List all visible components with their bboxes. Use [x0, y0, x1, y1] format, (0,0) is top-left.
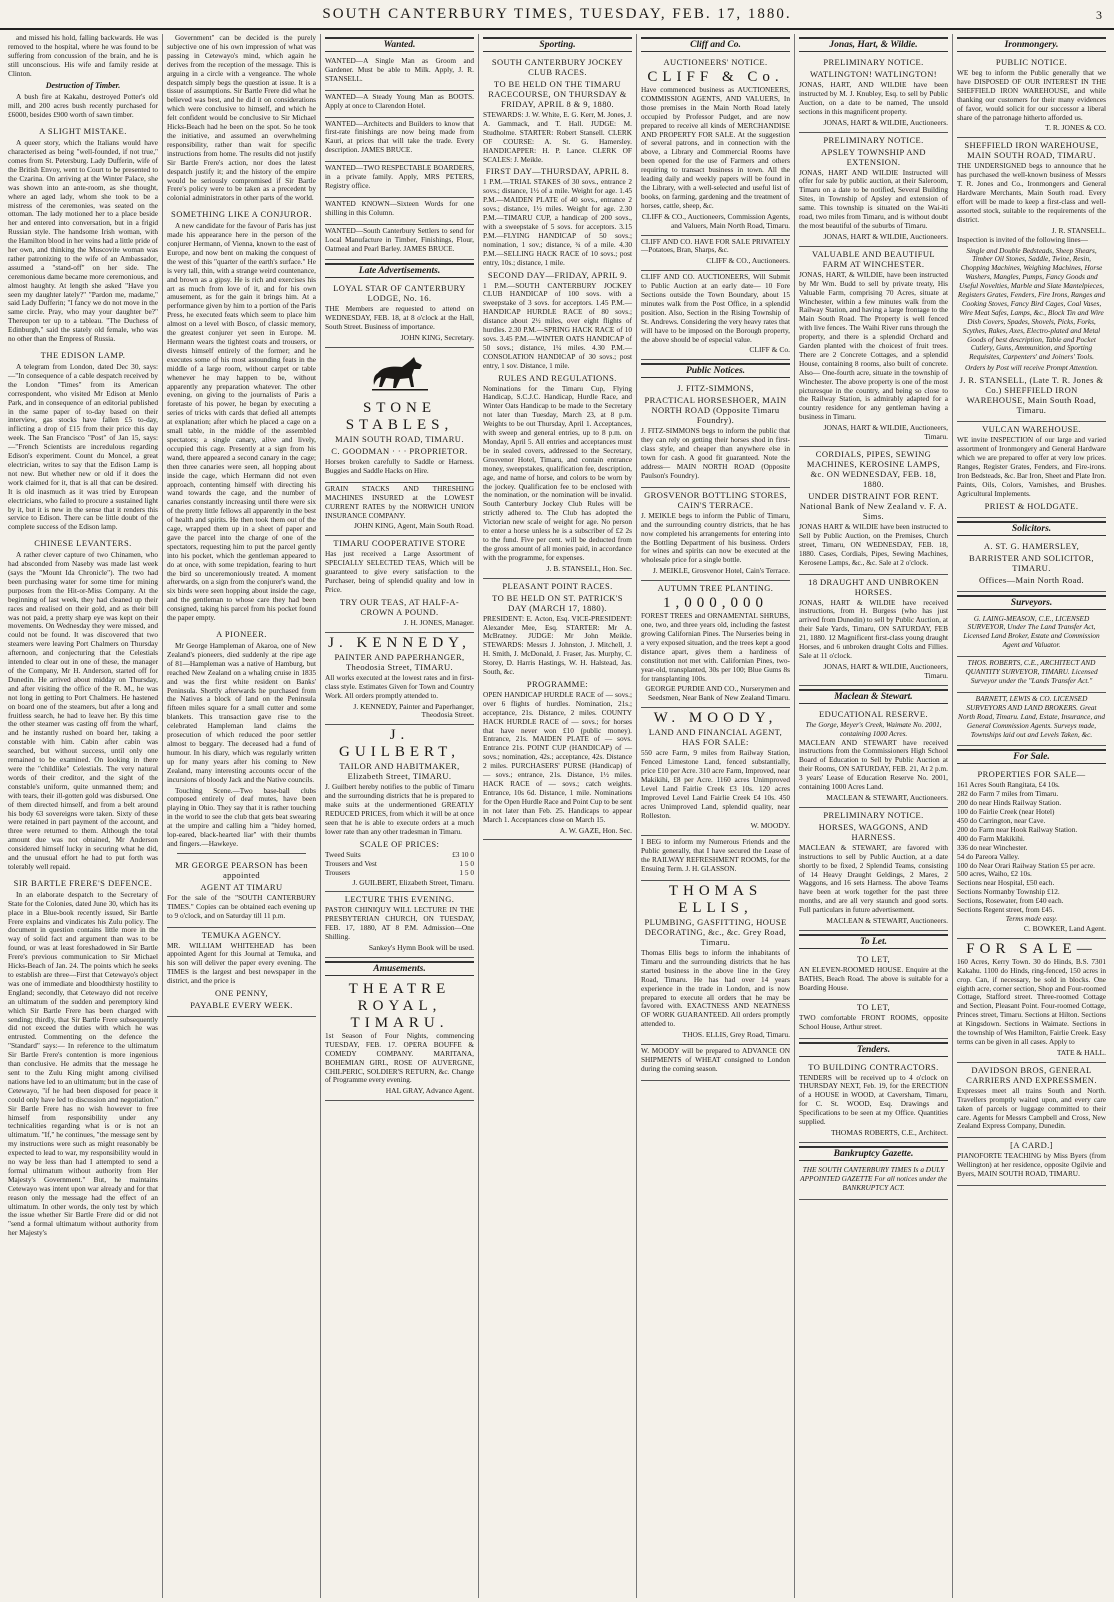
surveyor-ad: [957, 657, 1106, 693]
price-value: 1 5 0: [459, 867, 474, 877]
sporting-heading: Sporting.: [483, 37, 632, 52]
for-sale-ad: [957, 939, 1106, 1063]
club-officials: STEWARDS: J. W. White, E. G. Kerr, M. Jones, J. A. Gammack, and T. Hall. JUDGE: M. Studholme. STARTER: Robert Stansell. CLERK OF COURSE: A. St. G. Hamersley. HANDICAPPER: H. P. Lance. CLERK OF SCALES: J. Meikle.: [483, 110, 632, 164]
rules-body: Nominations for the Timaru Cup, Flying Handicap, S.C.J.C. Handicap, Hurdle Race, and Winter Oats Handicap to be made to the Secretary not later than Tuesday, March 23, at 8 p.m. Weights to be out Thursday, April 1. Acceptances, with sweep and general entries, up to 8 p.m. on Monday, April 5. All entries and acceptances must be in sealed covers, addressed to the Secretary, Grosvenor Hotel, Timaru, and contain entrance money, sweepstakes, qualification fee, description, age, and name of horse, and colors to be worn by the jockey. Qualification fee to be enclosed with the nomination, or the nomination will be invalid. South Canterbury Jockey Club Rules will be strictly adhered to. The Club has adopted the Victorian new scale of weight for age. No person to enter a horse unless he is a subscriber of £2 2s to the fund. Five per cent. will be deducted from the gross amount of all monies paid, in accordance with the programme, for expenses.: [483, 383, 632, 562]
coop-tagline: TRY OUR TEAS, AT HALF-A-CROWN A POUND.: [339, 596, 460, 617]
guilbert-signature: J. GUILBERT, Elizabeth Street, Timaru.: [352, 877, 474, 887]
cordials-body: JONAS HART & WILDIE have been instructed to Sell by Public Auction, on the Premises, Church street, Timaru, ON WEDNESDAY, FEB. 18, 1880. Cases, Cordials, Pipes, Sewing Machines, Kerosene Lamps, &c., &c. Sale at 2 o'clock.: [799, 522, 948, 567]
carriers-ad: [957, 1063, 1106, 1139]
price-value: 1 5 0: [459, 858, 474, 868]
masthead: [0, 0, 1114, 30]
maclean-section-heading: Maclean & Stewart.: [799, 689, 948, 704]
mistake-heading: A SLIGHT MISTAKE.: [39, 126, 127, 137]
rules-heading: RULES AND REGULATIONS.: [498, 372, 617, 383]
distraint-title: UNDER DISTRAINT FOR RENT. National Bank of New Zealand v. F. A. Sims.: [799, 491, 948, 521]
price-value: £3 10 0: [452, 849, 474, 859]
horses-title: HORSES, WAGGONS, AND HARNESS.: [818, 821, 929, 842]
club-sub: TO BE HELD ON THE TIMARU RACECOURSE, ON THURSDAY & FRIDAY, APRIL 8 & 9, 1880.: [488, 79, 627, 109]
farm-title: VALUABLE AND BEAUTIFUL FARM AT WINCHESTER.: [812, 248, 935, 269]
kennedy-ad: [325, 633, 474, 726]
property-item: 100 do Fairlie Creek (near Hotel): [957, 807, 1055, 817]
wheat-body: W. MOODY will be prepared to ADVANCE ON SHIPMENTS of WHEAT consigned to London during the coming season.: [641, 1046, 790, 1073]
prelim-notice: PRELIMINARY NOTICE.: [823, 134, 924, 145]
moody-ad: [641, 708, 790, 836]
club-title: SOUTH CANTERBURY JOCKEY CLUB RACES.: [491, 57, 624, 77]
cliff-sale-signature: CLIFF & CO., Auctioneers.: [706, 256, 790, 266]
ellis-ad: [641, 881, 790, 1045]
education-reserve-ad: [799, 707, 948, 808]
for-sale-signature: TATE & HALL.: [1056, 1047, 1106, 1057]
wanted-ad: [325, 162, 474, 198]
lecture-body: PASTOR CHINIQUY WILL LECTURE IN THE PRESBYTERIAN CHURCH, ON TUESDAY, FEB. 17, 1880, AT 8 P.M. Admission—One Shilling.: [325, 905, 474, 942]
property-item: 500 acres, Waiho, £2 10s.: [957, 869, 1032, 879]
fitz-body: J. FITZ-SIMMONS begs to inform the public that they can rely on getting their horses shod in first-class style, and cheaper than anywhere else in town for cash. A good fit guaranteed. Note the address— MAIN NORTH ROAD (Opposite Paulson's Foundry).: [641, 426, 790, 480]
wanted-ad: [325, 198, 474, 225]
frere-heading: SIR BARTLE FRERE'S DEFENCE.: [13, 877, 153, 888]
cliff-title: AUCTIONEERS' NOTICE.: [663, 57, 768, 67]
inspection-note: Inspection is invited of the following lines—: [957, 234, 1088, 244]
timber-article: A bush fire at Kakahu, destroyed Potter's old mill, and 200 acres bush recently purchased for £6000, besides £900 worth of sawn timber.: [8, 92, 158, 120]
horses-sale-ad: [799, 575, 948, 686]
cliff-auctioneers-ad: [641, 55, 790, 236]
lecture-ad: [325, 892, 474, 958]
public-notice-ad: [957, 55, 1106, 138]
first-day-races: 1 P.M.—TRIAL STAKES of 30 sovs., entrance 2 sovs.; distance, 1½ of a mile. Weight for age. 1.45 P.M.—MAIDEN PLATE of 40 sovs., entrance 2 sovs.; distance, 1½ miles. Weight for age. 2.30 P.M.—TIMARU CUP, a handicap of 200 sovs., with a sweepstake of 5 sovs. for acceptors. 3.15 P.M.—FLYING HANDICAP of 50 sovs.; nomination, 1 sov.; distance, ¾ of a mile. 4.30 P.M.—SELLING HACK RACE of 10 sovs.; post entry, 10s.; distance, 1 mile.: [483, 177, 632, 267]
wanted-text: WANTED—TWO RESPECTABLE BOARDERS, in a private family. Apply, MRS PETERS, Registry office.: [325, 163, 474, 190]
prelim-notice: PRELIMINARY NOTICE.: [823, 57, 924, 67]
point-signature: A. W. GAZE, Hon. Sec.: [559, 825, 632, 835]
property-item: Sections Regent street, from £45.: [957, 905, 1055, 915]
sheffield-body: THE UNDERSIGNED begs to announce that he has purchased the well-known business of Messrs T. R. Jones and Co., Ironmongers and General Hardware Merchants, Main South road. Every effort will be made to keep a first-class and well-assorted stock, suitable to the requirements of the district.: [957, 161, 1106, 224]
stansell-signature: J. R. STANSELL, (Late T. R. Jones & Co.) SHEFFIELD IRON WAREHOUSE, Main South Road, Timaru.: [959, 375, 1104, 416]
apsley-body: JONAS, HART AND WILDIE Instructed will offer for sale by public auction, at their Saleroom, Timaru on a date to be notified, Several Building Sites, in Township of Apsley and extension of same. This township is situated on the Wai-iti road, two miles from Timaru, and is without doubt the most beautiful of the suburbs of Timaru.: [799, 167, 948, 230]
theatre-signature: HAL GRAY, Advance Agent.: [385, 1086, 474, 1096]
column-7: [952, 34, 1110, 1598]
edison-heading: THE EDISON LAMP.: [40, 350, 126, 360]
wanted-section-heading: Wanted.: [325, 37, 474, 52]
surveyor-ad: [957, 613, 1106, 658]
insurance-signature: JOHN KING, Agent, Main South Road.: [354, 521, 474, 531]
tender-signature: THOMAS ROBERTS, C.E., Architect.: [830, 1127, 948, 1137]
gazette-body: THE SOUTH CANTERBURY TIMES Is a DULY APPOINTED GAZETTE For all notices under the BANKRUPTCY ACT.: [800, 1164, 947, 1192]
guilbert-scale: SCALE OF PRICES:: [359, 838, 440, 849]
piano-ad: [957, 1138, 1106, 1186]
lodge-signature: JOHN KING, Secretary.: [400, 333, 474, 343]
davidson-body: Expresses meet all trains South and North. Travellers promptly waited upon, and every care taken of parcels or luggage committed to their care. Agents for Messrs Campbell and Cross, New Zealand Express Company, Dunedin.: [957, 1085, 1106, 1131]
gazette-ad: [799, 1164, 948, 1200]
sol-title: A. ST. G. HAMERSLEY,: [983, 540, 1080, 551]
vulcan-ad: [957, 422, 1106, 517]
cliff-auction-body: CLIFF AND CO. AUCTIONEERS, Will Submit to Public Auction at an early date— 10 Fore Sections outside the Town Boundary, about 15 minutes walk from the Post Office, in a splendid position. Also, Section in the Rising Township of St. Andrews. Considering the very heavy rates that will have to be imposed on the Borough property, the above should be of especial value.: [641, 272, 790, 344]
pioneer-heading: A PIONEER.: [216, 629, 267, 639]
pleasant-point-ad: [483, 579, 632, 841]
late-ads-heading: Late Advertisements.: [325, 263, 474, 278]
solicitor-ad: [957, 539, 1106, 592]
edu-body: MACLEAN AND STEWART have received instructions from the Commissioners High School Board of Education to Sell by Public Auction at their Rooms, ON SATURDAY, FEB. 21, At 2 p.m. 3 years' Lease of Education Reserve No. 2001, containing 1000 Acres Land.: [799, 737, 948, 792]
apsley-ad: [799, 133, 948, 247]
surveyors-heading: Surveyors.: [957, 595, 1106, 610]
grosvenor-signature: J. MEIKLE, Grosvenor Hotel, Cain's Terrace.: [652, 566, 790, 576]
card-label: [A CARD.]: [1010, 1140, 1053, 1151]
lecture-title: LECTURE THIS EVENING.: [344, 894, 455, 905]
moody-signature: W. MOODY.: [750, 821, 790, 831]
cliff-name: CLIFF & Co.: [647, 69, 784, 85]
horses-body: MACLEAN & STEWART, are favored with instructions to sell by Public Auction, at a date shortly to be fixed, 2 Splendid Teams, consisting of 14 Heavy Draught Geldings, 2 Mares, 2 Waggons, and 16 sets Harness. The above Teams have been at work together for the past three months, and are all very staunch and good sorts. Full particulars in future advertisement.: [799, 842, 948, 915]
frere-continued: Government" can be decided is the purely subjective one of his own impression of what was passing in Cetewayo's mind, which again he derives from the reception of the message. This is arguing in a circle with a vengeance. The whole despatch simply begs the question at issue. It is a tissue of assumptions. Sir Bartle Frere did what he believed was best, and he did it on considerations which were conclusive to himself, and which he felt confident would be conclusive to Sir Michael Hicks-Beach had he been on the spot. So he took the initiative, and assumed an overwhelming responsibility, rather than wait for specific instructions from home. The results did not justify Sir Bartle Frere's action, nor does the latest despatch justify it; and the history of the empire would be seriously compromised if Sir Bartle Frere's policy were to be taken as a precedent by colonial administrators in other parts of the world.: [167, 34, 316, 203]
for-sale-heading: For Sale.: [957, 749, 1106, 764]
conjuror-heading: SOMETHING LIKE A CONJUROR.: [171, 209, 312, 220]
bankruptcy-heading: Bankruptcy Gazette.: [799, 1146, 948, 1161]
stables-address: MAIN SOUTH ROAD, TIMARU.: [335, 434, 464, 445]
stables-title: STONE STABLES,: [345, 400, 454, 434]
horse-icon: [370, 353, 430, 397]
apsley-signature: JONAS, HART & WILDIE, Auctioneers.: [823, 231, 948, 241]
trees-signature: GEORGE PURDIE AND CO., Nurserymen and Seedsmen, Near Bank of New Zealand Timaru.: [645, 684, 790, 703]
edu-sub: The Gorge, Meyer's Creek, Waimate No. 2001, containing 1000 Acres.: [805, 719, 942, 738]
barnett-text: BARNETT, LEWIS & CO. LICENSED SURVEYORS AND LAND BROKERS. Great North Road, Timaru. Land, Estate, Insurance, and General Commission Agents. Surveys made, Townships laid out and Levels Taken, &c.: [958, 693, 1105, 739]
ellis-body: Thomas Ellis begs to inform the inhabitants of Timaru and the surrounding districts that he has started business in the above line in the Grey Road, Timaru. He has had over 14 years experience in the trade in London, and is now prepared to execute all orders that he may be favored with. EXACTNESS AND NEATNESS OF WORK GUARANTEED. All orders promptly attended to.: [641, 948, 790, 1029]
wanted-text: WANTED—Architects and Builders to know that first-rate finishings are now being made from Kauri, at prices that will take the trade. Every description. JAMES BRUCE.: [325, 118, 474, 155]
cliff-section-heading: Cliff and Co.: [641, 37, 790, 52]
temuka-body: MR. WILLIAM WHITEHEAD has been appointed Agent for this Journal at Temuka, and his son will deliver the paper every evening. The TIMES is the largest and best newspaper in the district, and the price is: [167, 940, 316, 986]
sol-sub: BARRISTER AND SOLICITOR, TIMARU.: [969, 552, 1094, 573]
draught-signature: JONAS, HART & WILDIE, Auctioneers, Timaru.: [823, 661, 948, 680]
jockey-club-ad: [483, 55, 632, 579]
kennedy-title: J. KENNEDY,: [328, 634, 471, 651]
point-title: PLEASANT POINT RACES.: [502, 580, 613, 591]
conjuror-article: A new candidate for the favour of Paris has just made his appearance here in the person of the conjurer Hermann, of Vienna, known to the east of Europe, and now bent on making the conquest of the west of this "quarter of the earth's surface." He is very tall, thin, with a strange weird countenance, and brown as a gipsy. He is rich and exercises his art as much from love of it, and for his own amusement, as for the gain it brings him. At a performance given by him to a portion of the Paris Press, he executed feats which seem to place him almost on a level with Bosco, of classic memory, the greatest conjurer yet seen in Europe. M. Hermann wears the tightest coats and trousers, or divests himself entirely of the former; and he executes some of his most astounding feats in the middle of a large room, without carpet or table whenever he may happen to be, without apparently any preparation whatever. The other evening, on giving to the journalists of Paris a foretaste of his power, he began by executing a series of tricks with cards that defied all attempts at explanation; after which he placed a cage on a small table, in the middle of the assembled spectators; a single canary, alive and lively, occupied this cage. Presently at a sign from his wand, there appeared a second canary in the cage; then three canaries were seen, all hopping about inside the cage, which Hermann did not even approach, contenting himself with directing his wand towards the cage, and the number of canaries constantly increasing until there were six of the pretty little fellows all apparently in the best of health and spirits. He then took them out of the cage, wrapped them up in a sheet of paper and gave the parcel into the charge of one of the spectators, requesting him to put the parcel gently into his pocket, which the gentleman appeared to do at once, with some trepidation, fearing to hurt the bird so unceremoniously treated. A moment afterwards, on a sign from the conjurer's wand, the six birds were seen hopping about inside the cage, and the gentleman to whose care they had been consigned, taking his parcel from his pocket found the paper empty.: [167, 221, 316, 623]
coop-title: TIMARU COOPERATIVE STORE: [333, 538, 466, 549]
jonas-section-heading: Jonas, Hart, & Wildie.: [799, 37, 948, 52]
let-body: AN ELEVEN-ROOMED HOUSE. Enquire at the BATHS, Beach Road. The above is suitable for a Boarding House.: [799, 965, 948, 992]
draught-body: JONAS, HART & WILDIE have received instructions, from H. Burgess (who has just arrived from Dunedin) to sell by Public Auction, at their Sale Yards, Timaru, ON SATURDAY, FEB 21, 1880. 12 Magnificent first-class young draught Horses, and 6 unbroken draught Colts and Fillies. Sale at 11 o'clock.: [799, 597, 948, 660]
prelim-notice: PRELIMINARY NOTICE.: [823, 809, 924, 820]
let-title: TO LET,: [856, 954, 891, 964]
cordials-ad: [799, 447, 948, 575]
guilbert-sub: TAILOR AND HABITMAKER, Elizabeth Street, TIMARU.: [339, 761, 460, 782]
column-3: [320, 34, 478, 1598]
wanted-ad: [325, 91, 474, 118]
watlington-title: WATLINGTON! WATLINGTON!: [809, 69, 937, 79]
surveyor-ad: [957, 693, 1106, 747]
piano-body: PIANOFORTE TEACHING by Miss Byers (from Wellington) at her residence, opposite Ogilvie and Byers, MAIN SOUTH ROAD, TIMARU.: [957, 1151, 1106, 1179]
stables-ad: [325, 348, 474, 483]
tree-planting-ad: [641, 581, 790, 708]
roberts-text: THOS. ROBERTS, C.E., ARCHITECT AND QUANTITY SURVEYOR, TIMARU. Licensed Surveyor under the "Lands Transfer Act.": [965, 658, 1098, 685]
watlington-body: JONAS, HART, AND WILDIE have been instructed by M. J. Knubley, Esq. to sell by Public Auction, on a date to be named, The unsold sections in this magnificent property.: [799, 80, 948, 116]
properties-list: [957, 781, 1106, 915]
properties-terms: Terms made easy.: [1005, 914, 1058, 923]
glasson-ad: [641, 836, 790, 881]
farm-body: JONAS, HART, & WILDIE, have been instructed by Mr Wm. Budd to sell by private treaty, His Valuable Farm, comprising 70 Acres, situate at Winchester, within a few minutes walk from the Railway Station, and having a large frontage to the Main South Road. The Property is well fenced with live fences. The Waihi River runs through the property, and there is a splendid Orchard and Garden planted with the choicest of fruit trees. There are 2 Concrete Cottages, and a splendid House, containing 8 rooms, also built of concrete. Also— One-fourth acre, situate in the township of Winchester. The above property is one of the most picturesque in the country, and being so close to the Railway Station, is admirably adapted for a country residence for any gentleman having a business in Timaru.: [799, 269, 948, 422]
page-number: 3: [1096, 8, 1102, 22]
kennedy-body: All works executed at the lowest rates and in first-class style. Estimates Given for Town and Country Work. All orders promptly attended to.: [325, 672, 474, 700]
newspaper-page: [4, 34, 1110, 1598]
iron-body: WE beg to inform the Public generally that we have DISPOSED OF OUR INTEREST IN THE SHEFFIELD IRON WAREHOUSE, and while thanking our customers for their many evidences of favor, would solicit for our successor a liberal share of the patronage hitherto afforded us.: [957, 68, 1106, 122]
moody-body: 550 acre Farm, 9 miles from Railway Station, Fenced Limestone Land, fenced substantially, price £10 per Acre. 310 acre Farm, Improved, near Makikihi, £8 per Acre. 1160 acres Unimproved Level Land Fairlie Creek £3 10s. 120 acres Improved Level Land Fairlie Creek £4 10s. 450 acres Unimproved Land, splendid quality, near Rolleston.: [641, 748, 790, 820]
autumn-heading: AUTUMN TREE PLANTING.: [657, 583, 774, 594]
properties-ad: [957, 767, 1106, 938]
property-item: 450 do Carrington, near Cave.: [957, 816, 1046, 826]
properties-title: PROPERTIES FOR SALE—: [977, 769, 1086, 780]
point-sub: TO BE HELD ON ST. PATRICK'S DAY (MARCH 17, 1880).: [492, 592, 623, 613]
programme-body: OPEN HANDICAP HURDLE RACE of — sovs.; over 6 flights of hurdles. Nomination, 21s.; acceptance, 21s. Distance, 2 miles. COUNTY HACK HURDLE RACE of — sovs.; for horses that have never won £10 (public money). Entrance, 21s. MAIDEN PLATE of — sovs. Entrance 21s. POINT CUP (HANDICAP) of — sovs.; nomination, 42s.; acceptance, 42s. Distance 2 miles. PURCHASERS' PURSE (Handicap) of — sovs.; entrance, 21s. Distance, 1½ miles. HACK RACE of — sovs.; catch weights. Entrance, 10s 6d. Distance, 1 mile. Nominations for the Open Hurdle Race and Point Cup to be sent in not later than Feb. 25. Handicaps to appear March 1. Acceptances close on March 15.: [483, 689, 632, 824]
ellis-sub: PLUMBING, GASFITTING, HOUSE DECORATING, &c., &c. Grey Road, Timaru.: [644, 917, 787, 947]
for-sale-body: 160 Acres, Kerry Town. 30 do Hinds, B.S. 7301 Kakahu. 1100 do Hinds, ring-fenced, 150 acres in crop. Can, if necessary, be sold in blocks. One eighth acre, corner section, Shop and Four-roomed Cottage, Stafford street. Three-roomed Cottage and Section, Pleasant Point. Four-roomed Cottage, Princes street, Timaru. Sections at Hilton. Sections at Kingsdown. Sections in Waimate. Sections in the township of Wes Hamilton, Fairlie Creek. Easy terms can be given in all cases. Apply to: [957, 956, 1106, 1046]
tenders-heading: Tenders.: [799, 1042, 948, 1057]
cliff-sale-ad: [641, 236, 790, 272]
divider: [177, 853, 306, 854]
properties-signature: C. BOWKER, Land Agent.: [1023, 923, 1106, 933]
club-signature: J. B. STANSELL, Hon. Sec.: [546, 563, 632, 573]
post-orders: Orders by Post will receive Prompt Attention.: [964, 363, 1098, 373]
column-4: [478, 34, 636, 1598]
property-item: 282 do Farm 7 miles from Timaru.: [957, 789, 1059, 799]
cliff-signature: CLIFF & CO., Auctioneers, Commission Agents, and Valuers, Main North Road, Timaru.: [641, 211, 790, 230]
to-let-ad: [799, 952, 948, 1000]
lodge-ad: [325, 281, 474, 348]
moody-sub: LAND AND FINANCIAL AGENT, HAS FOR SALE:: [648, 727, 783, 748]
sol-office: Offices—Main North Road.: [978, 574, 1085, 585]
sheffield-ad: [957, 138, 1106, 422]
fitz-title: J. FITZ-SIMMONS,: [677, 383, 754, 394]
price-table: [325, 851, 474, 878]
watlington-signature: JONAS, HART & WILDIE, Auctioneers.: [823, 117, 948, 127]
ellis-name: THOMAS ELLIS,: [668, 883, 763, 916]
newspaper-title: SOUTH CANTERBURY TIMES, TUESDAY, FEB. 17, 1880.: [322, 5, 792, 22]
cliff-body: Have commenced business as AUCTIONEERS, COMMISSION AGENTS, AND VALUERS, In those premises in the Main North Road lately occupied by Professor Pudget, and are now prepared to receive all kinds of MERCHANDISE AND PROPERTY FOR SALE. At the suggestion of several patrons, and in connection with the above, a Library and Commercial Rooms have been opened for the use of Farmers and others requiring to transact business in town. All the leading daily and weekly papers will be found in the Library, with a well-selected and useful list of books, on farming, gardening and the treatment of horses, cattle, sheep, &c.: [641, 85, 790, 210]
programme-heading: PROGRAMME:: [526, 678, 589, 689]
price-item: Tweed Suits: [325, 849, 361, 859]
wanted-ad: [325, 55, 474, 91]
fitz-sub: PRACTICAL HORSESHOER, MAIN NORTH ROAD (Opposite Timaru Foundry).: [644, 395, 787, 426]
wheat-ad: [641, 1045, 790, 1081]
pioneer-article: Mr George Hampleman of Akaroa, one of New Zealand's pioneers, died suddenly at the ripe age of 81—Hampleman was a native of Hamburg, but reached New Zealand on a whaling cruise in 1835 and was the first white resident on Banks' Peninsula. Shortly afterwards he purchased from the Natives a block of land on the Peninsula fifteen miles square for a small cutter and some blankets. This transaction gave rise to the celebrated Hampleman land claims the prosecution of which reduced the poor settler almost to beggary. The deceased had a fund of humour. In his diary, which was regularly written up for many years after his coming to New Zealand, many interesting accounts occur of the incursions of bloody Jack and the Native councils.: [167, 641, 316, 784]
insurance-ad: [325, 483, 474, 537]
kennedy-sub: PAINTER AND PAPERHANGER, Theodosia Street, TIMARU.: [334, 651, 465, 672]
price-row: [325, 869, 474, 878]
grosvenor-ad: [641, 488, 790, 581]
pearson-agency-ad: [167, 858, 316, 928]
iron-signature: T. R. JONES & CO.: [1045, 123, 1106, 133]
property-item: 336 do near Winchester.: [957, 842, 1028, 852]
waggons-ad: [799, 808, 948, 931]
mistake-article: A queer story, which the Italians would have characterised as being "well-founded, if not true," comes from St. Petersburg. Lady Dufferin, wife of the British Envoy, went to Court to be presented to the Czarina. On arriving at the Winter Palace, she was shown into an ante-room, as she thought, where an aged lady, whom she took to be a mistress of the ceremonies, was seated on the ottoman. The lady motioned her to a place beside her and entered into conversation, but in a frigid Russian style. The handsome Irish woman, with the Hamilton blood in her veins had a little pride of her own, and thinking the Muscovite woman was rather patronizing to the wife of an Ambassador, assumed a "stand-off" on her side. The ceremonious dame became more ceremonious, and almost haughty. At length she asked "Have you seen my daughter lately?" "Pardon me, madame," said Lady Dufferin; "I fancy we do not move in the same circle. Pray, who may your daughter be?" Thereupon ter up to a tableau. "The Duchess of Edinburgh," said the stately old female, who was no other than the Empress of Russia.: [8, 138, 158, 344]
theatre-ad: [325, 979, 474, 1101]
edison-article: A telegram from London, dated Dec 30, says:—"In consequence of a cable despatch received by the London "Times" from its American correspondent, who visited Mr Edison at Menlo Park, and in consequence of an editorial published in the same paper of to-day based on their interview, gas stocks have fallen £5 to-day, inflicting a drop of £15 from their price this day week. The San Francisco "Post" of Jan 15, says:—"French Scientists are incredulous regarding Edison's experiment. Count du Moncel, a great electrician, writes to say that the Edison Lamp is not new. But whether new or old if it does the work claimed for it, that is all that can be desired. It is old inasmuch as it was tried by European electricians, who failed to procure a sustained light by it, but it is new in the sense that it renders this service to Edison. There can be little doubt of the complete success of the Edison lamp.: [8, 362, 158, 532]
moody-name: W. MOODY,: [653, 710, 778, 727]
guilbert-body: J. Guilbert hereby notifies to the public of Timaru and the surrounding districts that he is prepared to make suits at the undermentioned GREATLY REDUCED PRICES, from which it will be at once seen that he is able to execute orders at a much lower rate than any other tradesman in Timaru.: [325, 782, 474, 836]
temuka-price: ONE PENNY,: [215, 988, 268, 999]
article-intro: and missed his hold, falling backwards. He was removed to the hospital, where he was found to be suffering from concussion of the brain, and he is still unconscious. His wife and family reside at Clinton.: [8, 34, 158, 78]
lodge-body: THE Members are requested to attend on WEDNESDAY, FEB. 18, at 8 o'clock at the Hall, South Street. Business of importance.: [325, 304, 474, 332]
horseshoer-ad: [641, 381, 790, 487]
solicitors-heading: Solicitors.: [957, 521, 1106, 536]
vulcan-title: VULCAN WAREHOUSE.: [982, 424, 1081, 435]
pearson-body: For the sale of the "SOUTH CANTERBURY TIMES." Copies can be obtained each evening up to 9 o'clock, and on Saturday till 11 p.m.: [167, 892, 316, 920]
wanted-ad: [325, 225, 474, 261]
winchester-farm-ad: [799, 247, 948, 447]
glasson-body: I BEG to inform my Numerous Friends and the Public generally, that I have secured the Lease of the RAILWAY REFRESHMENT ROOMS, for the Ensuing Term. J. H. GLASSON.: [641, 837, 790, 874]
guilbert-title: J. GUILBERT,: [339, 727, 460, 761]
to-let-heading: To Let.: [799, 934, 948, 949]
column-5: [636, 34, 794, 1598]
theatre-body: 1st Season of Four Nights, commencing TUESDAY, FEB. 17. OPERA BOUFFE & COMEDY COMPANY. MARITANA, BOHEMIAN GIRL, ROSE OF AUVERGNE, CHILPERIC, SOLDIER'S RETURN, &c. Change of Programme every evening.: [325, 1030, 474, 1085]
frere-article: In an elaborate despatch to the Secretary of State for the Colonies, dated June 30, which has its place in a Blue-book recently issued, Sir Bartle Frere explains and vindicates his Zulu policy. The document in question contains little more in the way of solid fact and argument than was to be found, or was at least foreshadowed in Sir Bartle Frere's previous communication to Sir Michael Hicks-Beach of Jan. 24. The points which he seeks to establish are three—First that Cetewayo's object was one of immediate and bloodthirsty hostility to England; secondly, that Cetewayo did not receive an ultimatum of the sudden and peremptory kind which Sir Bartle Frere has been charged with sending; thirdly, that Sir Bartle Frere subsequently did not exceed the duties with which he was entrusted. Commenting on the defence the "Standard" says:— In reference to the ultimatum Sir Bartle Frere's contention is more ingenious than conclusive. He admits that the message he sent to the Zulu King might among civilised nations have led to an ultimatum; but in the case of Cetewayo, "if he had been disposed for peace it could only have led to discussion and negotiation." Sir Bartle Frere has no wish however to free himself from responsibility under any technicalities regarding what is or is not an ultimatum. "If," he continues, "the message sent by my instructions were such as might reasonably be expected to lead to war, my responsibility would in no way be less than had I attempted to send a formal ultimatum without authority from Her Majesty's Government." But, he maintains Cetewayo was intent upon war already and for that reason only the message had the effect of an ultimatum. In other words, the only test by which the issue whether Sir Bartle Frere did or did not "send a formal ultimatum without authority from her Majesty's: [8, 889, 158, 1238]
second-day-heading: SECOND DAY—FRIDAY, APRIL 9.: [487, 269, 628, 280]
ironmongery-heading: Ironmongery.: [957, 37, 1106, 52]
lodge-title: LOYAL STAR OF CANTERBURY LODGE, No. 16.: [333, 283, 466, 304]
chinese-heading: CHINESE LEVANTERS.: [34, 538, 132, 549]
property-item: Sections Normanby Township £12.: [957, 887, 1060, 897]
public-notices-heading: Public Notices.: [641, 363, 790, 378]
touching-scene-article: Touching Scene.—Two base-ball clubs composed entirely of deaf mutes, have been playing in Ohio. They say that it is rather touching in the world to see the club that gets beat swearing at the umpire and calling him a "hidey horned, lop-eared, black-hearted liar" with their thumbs and fingers.—Hawkeye.: [167, 785, 316, 848]
cliff-auction-signature: CLIFF & Co.: [749, 345, 790, 355]
wanted-text: WANTED—A Single Man as Groom and Gardener. Must be able to Milk. Apply, J. R. STANSELL.: [325, 56, 474, 83]
vulcan-body: WE invite INSPECTION of our large and varied assortment of Ironmongery and General Hardware which we are prepared to offer at very low prices. Ranges, Register Grates, Fenders, and Fire-irons. Iron Bedsteads, &c. Bar Iron, Sheet and Plate Iron. Paints, Oils, Colors, Varnishes, and Brushes. Agricultural Implements.: [957, 435, 1106, 498]
million-figure: 1,000,000: [663, 595, 768, 612]
apsley-title: APSLEY TOWNSHIP AND EXTENSION.: [821, 146, 926, 167]
sheffield-title: SHEFFIELD IRON WAREHOUSE, MAIN SOUTH ROAD, TIMARU.: [964, 140, 1099, 161]
price-item: Trousers: [325, 867, 351, 877]
property-item: 400 do Farm Makikihi.: [957, 833, 1025, 843]
tender-ad: [799, 1060, 948, 1143]
wanted-text: WANTED—A Steady Young Man as BOOTS. Apply at once to Clarendon Hotel.: [325, 91, 474, 110]
pearson-sub: AGENT AT TIMARU: [200, 881, 283, 892]
price-item: Trousers and Vest: [325, 858, 377, 868]
draught-title: 18 DRAUGHT AND UNBROKEN HORSES.: [808, 576, 939, 597]
davidson-title: DAVIDSON BROS, GENERAL CARRIERS AND EXPRESSMEN.: [966, 1064, 1097, 1085]
edu-signature: MACLEAN & STEWART, Auctioneers.: [826, 792, 948, 802]
horses-signature: MACLEAN & STEWART, Auctioneers.: [826, 916, 948, 926]
insurance-body: GRAIN STACKS AND THRESHING MACHINES INSURED at the LOWEST CURRENT RATES by the NORWICH UNION INSURANCE COMPANY.: [325, 483, 474, 520]
tender-title: TO BUILDING CONTRACTORS.: [808, 1061, 939, 1072]
chinese-article: A rather clever capture of two Chinamen, who had absconded from Naseby was made last week (says the "Mount Ida Chronicle"). The two had been purchasing water for some time for mining purposes from the Hit-or-Miss Company. At the beginning of last week, they had cleaned up their races and realised on their gold, and as their bill was not paid, a pretty sharp eye was kept on their movements. On Wednesday they were missed, and could not be found. It was discovered that two steamers were leaving Port Chalmers on Thursday afternoon, and conjecturing that the Celestials intended to clear out in one of these, the manager of the Company, Mr H. Anderson, started off for Dunedin. He arrived about midday on Thursday, and after visiting the office of the R. M., he was not long in getting to Port Chalmers. He hastened on board one of the steamers, but after a long and fruitless search, he had to leave her. By this time the other steamer was casting off from the wharf, and he instantly rushed on board her, taking a constable with him. Cabin after cabin was searched, but without success, until only one remained to be examined. On looking in there were the "childlike" Celestials. The very natural words of their creditor, and the sight of the constable's uniform, quite unmanned them; and with tears, their ill-gotten gold was disbursed. One of them directed himself, and from a belt around his body 63 sovereigns were taken. Sixty of these were retained in part payment of the account, and three were returned to them. Although the total amount due was not obtained, Mr Anderson considered himself lucky in securing what he did, and the unusual effort he had to put forth was tolerably well repaid.: [8, 550, 158, 871]
sheffield-signature: J. R. STANSELL.: [1051, 225, 1106, 235]
column-1: [4, 34, 162, 1598]
theatre-title: THEATRE ROYAL, TIMARU.: [348, 980, 451, 1031]
property-item: 100 do Near Orari Railway Station £5 per acre.: [957, 860, 1095, 870]
for-sale-title: FOR SALE—: [966, 940, 1097, 957]
goods-lines: Single and Double Bedsteads, Sheep Shears, Timber Oil Stones, Saddle, Twine, Resin, Chopping Machines, Weighing Machines, Horse Washers, Mangles, Pumps, Fancy Goods and Useful Novelties, Marble and Slate Mantelpieces, Registers Grates, Fenders, Fire Irons, Ranges and Cooking Stoves, Fancy Bird Cages, Coal Vases, Wire Meat Safes, Lamps, &c., Block Tin and Wire Dish Covers, Spades, Shovels, Picks, Forks, Scythes, Rakes, Axes, Electro-plated and Metal Goods of best description, Table and Pocket Cutlery, Guns, Ammunition, and Sporting Requisites, Carpenters' and Joiners' Tools.: [957, 245, 1106, 362]
kennedy-signature: J. KENNEDY, Painter and Paperhanger, Theodosia Street.: [353, 701, 474, 720]
guilbert-ad: [325, 725, 474, 892]
temuka-title: TEMUKA AGENCY.: [201, 929, 282, 940]
coop-body: Has just received a Large Assortment of SPECIALLY SELECTED TEAS, Which will be guaranteed to give every satisfaction to the Purchaser, being of splendid quality and low in Price.: [325, 549, 474, 594]
first-day-heading: FIRST DAY—THURSDAY, APRIL 8.: [485, 166, 630, 177]
let-body: TWO comfortable FRONT ROOMS, opposite School House, Arthur street.: [799, 1012, 948, 1031]
property-item: 200 do near Hinds Railway Station.: [957, 798, 1062, 808]
stables-proprietor: C. GOODMAN · · · PROPRIETOR.: [331, 446, 468, 457]
wanted-text: WANTED—South Canterbury Settlers to send for Local Manufacture in Timber, Finishings, Flour, Oatmeal and Pearl Barley. JAMES BRUCE.: [325, 225, 474, 253]
column-2: [162, 34, 320, 1598]
grosvenor-body: J. MEIKLE begs to inform the Public of Timaru, and the surrounding country districts, that he has now completed his arrangements for entering into the Bottling Department of his business. Orders for wines and spirits can now be executed at the wholesale price for a single bottle.: [641, 510, 790, 565]
ellis-signature: THOS. ELLIS, Grey Road, Timaru.: [682, 1030, 790, 1040]
property-item: 200 do Farm near Hook Railway Station.: [957, 824, 1078, 834]
cliff-auction-ad: [641, 271, 790, 360]
lecture-note: Sankey's Hymn Book will be used.: [368, 943, 474, 953]
temuka-foot: PAYABLE EVERY WEEK.: [190, 1000, 293, 1011]
wanted-ad: [325, 118, 474, 163]
temuka-agency-ad: [167, 928, 316, 1018]
cordials-title: CORDIALS, PIPES, SEWING MACHINES, KEROSINE LAMPS, &c. ON WEDNESDAY, FEB. 18, 1880.: [806, 449, 941, 489]
coop-store-ad: [325, 536, 474, 632]
timber-heading: Destruction of Timber.: [45, 80, 121, 90]
wanted-text: WANTED KNOWN—Sixteen Words for one shilling in this Column.: [325, 198, 474, 217]
tender-body: TENDERS will be received up to 4 o'clock on THURSDAY NEXT, Feb. 19, for the ERECTION of a HOUSE in WOOD, at Caversham, Timaru, for C. St. WOOD, Esq. Drawings and Specifications to be seen at my Office. Quantities supplied.: [799, 1072, 948, 1127]
trees-body: FOREST TREES and ORNAMENTAL SHRUBS, one, two, and three years old, including the fastest growing Californian Pines. The Nurseries being in a very exposed situation, and the trees kept a good distance apart, gives them a hardiness of constitution not met with. Californian Pines, two-year-old, transplanted, 30s per 100; Blue Gums 8s for transplanting 100s.: [641, 611, 790, 683]
edu-title: EDUCATIONAL RESERVE.: [819, 708, 928, 719]
let-title: TO LET,: [856, 1001, 891, 1012]
laing-text: G. LAING-MEASON, C.E., LICENSED SURVEYOR, Under The Land Transfer Act, Licensed Land Broker, Estate and Commission Agent and Valuator.: [963, 613, 1100, 650]
cliff-sale-body: CLIFF AND CO. HAVE FOR SALE PRIVATELY—Potatoes, Bran, Sharps, &c.: [641, 236, 790, 255]
stables-body: Horses broken carefully to Saddle or Harness. Buggies and Saddle Hacks on Hire.: [325, 457, 474, 475]
vulcan-signature: PRIEST & HOLDGATE.: [984, 500, 1079, 511]
watlington-ad: [799, 55, 948, 133]
second-day-races: 1 P.M.—SOUTH CANTERBURY JOCKEY CLUB HANDICAP of 100 sovs. with a sweepstake of 3 sovs. for acceptors. 1.45 P.M.—HANDICAP HURDLE RACE of 80 sovs.; distance about 2½ miles, over eight flights of hurdles. 2.30 P.M.—SPRING HACK RACE of 10 sovs. 3.45 P.M.—WINTER OATS HANDICAP of 50 sovs.; distance, 1¼ miles. 4.30 P.M.—CONSOLATION HANDICAP of 30 sovs.; post entry, 1 sov. Distance, 1 mile.: [483, 280, 632, 370]
property-item: 54 do Pareora Valley.: [957, 851, 1020, 861]
property-item: 161 Acres South Rangitata, £4 10s.: [957, 780, 1060, 790]
grosvenor-title: GROSVENOR BOTTLING STORES, CAIN'S TERRACE.: [644, 489, 787, 510]
amusements-heading: Amusements.: [325, 961, 474, 976]
point-officials: PRESIDENT: E. Acton, Esq. VICE-PRESIDENT: Alexander Mee, Esq. STARTER: Mr A. McBratney. JUDGE: Mr John Meikle. STEWARDS: Messrs J. Johnston, J. Mitchell, J. H. Smith, J. McDonald, J. Fraser, Jas. Murphy, C. Storey, D. Harris Hastings, W. H. Halstead, Jas. South, &c.: [483, 613, 632, 677]
farm-signature: JONAS, HART & WILDIE, Auctioneers, Timaru.: [823, 423, 948, 442]
iron-title: PUBLIC NOTICE.: [995, 57, 1068, 67]
column-6: [794, 34, 952, 1598]
property-item: Sections near Hospital, £50 each.: [957, 878, 1055, 888]
property-item: Sections, Rosewater, from £40 each.: [957, 896, 1064, 906]
coop-signature: J. H. JONES, Manager.: [403, 617, 474, 627]
to-let-ad: [799, 1000, 948, 1039]
pearson-title: MR GEORGE PEARSON has been appointed: [175, 859, 308, 880]
